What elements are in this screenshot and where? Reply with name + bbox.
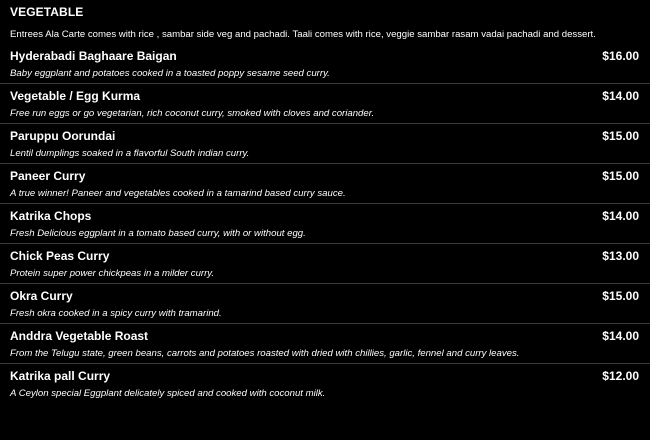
menu-item-description: Free run eggs or go vegetarian, rich coconut curry, smoked with cloves and coriander. — [10, 108, 375, 119]
menu-item-description: Baby eggplant and potatoes cooked in a toasted poppy sesame seed curry. — [10, 68, 330, 79]
menu-item-name[interactable]: Hyderabadi Baghaare Baigan — [10, 49, 177, 63]
section-intro: Entrees Ala Carte comes with rice , sambar side veg and pachadi. Taali comes with rice, veggie sambar rasam vadai pachadi and dessert. — [10, 29, 596, 40]
menu-item-name[interactable]: Vegetable / Egg Kurma — [10, 89, 141, 103]
menu-item[interactable] — [0, 44, 650, 84]
menu-item[interactable] — [0, 84, 650, 124]
menu-item-description: From the Telugu state, green beans, carrots and potatoes roasted with dried with chillies, garlic, fennel and curry leaves. — [10, 348, 520, 359]
menu-item-name[interactable]: Anddra Vegetable Roast — [10, 329, 149, 343]
menu-item-name[interactable]: Paneer Curry — [10, 169, 86, 183]
menu-item-price: $15.00 — [602, 289, 639, 303]
menu-item-description: A true winner! Paneer and vegetables cooked in a tamarind based curry sauce. — [10, 188, 346, 199]
menu-item-price: $14.00 — [602, 89, 639, 103]
menu-item-price: $13.00 — [602, 249, 639, 263]
menu-item-description: Fresh okra cooked in a spicy curry with tramarind. — [10, 308, 222, 319]
menu-item[interactable] — [0, 204, 650, 244]
section-title: VEGETABLE — [10, 5, 84, 19]
menu-item-price: $15.00 — [602, 129, 639, 143]
menu-item[interactable] — [0, 244, 650, 284]
menu-item-price: $14.00 — [602, 329, 639, 343]
menu-item-price: $16.00 — [602, 49, 639, 63]
menu-item[interactable] — [0, 284, 650, 324]
menu-item-description: Protein super power chickpeas in a milder curry. — [10, 268, 215, 279]
menu-item-price: $15.00 — [602, 169, 639, 183]
menu-item-name[interactable]: Chick Peas Curry — [10, 249, 110, 263]
menu-item-description: Lentil dumplings soaked in a flavorful South indian curry. — [10, 148, 250, 159]
menu-item-description: Fresh Delicious eggplant in a tomato based curry, with or without egg. — [10, 228, 306, 239]
menu-item[interactable] — [0, 324, 650, 364]
menu-item-price: $14.00 — [602, 209, 639, 223]
menu-item-list — [0, 44, 650, 404]
menu-item-name[interactable]: Katrika Chops — [10, 209, 92, 223]
menu-item-name[interactable]: Katrika pall Curry — [10, 369, 111, 383]
menu-item-name[interactable]: Paruppu Oorundai — [10, 129, 116, 143]
menu-item-description: A Ceylon special Eggplant delicately spiced and cooked with coconut milk. — [10, 388, 326, 399]
menu-item[interactable] — [0, 364, 650, 404]
menu-item-name[interactable]: Okra Curry — [10, 289, 73, 303]
menu-item[interactable] — [0, 124, 650, 164]
menu-item-price: $12.00 — [602, 369, 639, 383]
menu-item[interactable] — [0, 164, 650, 204]
